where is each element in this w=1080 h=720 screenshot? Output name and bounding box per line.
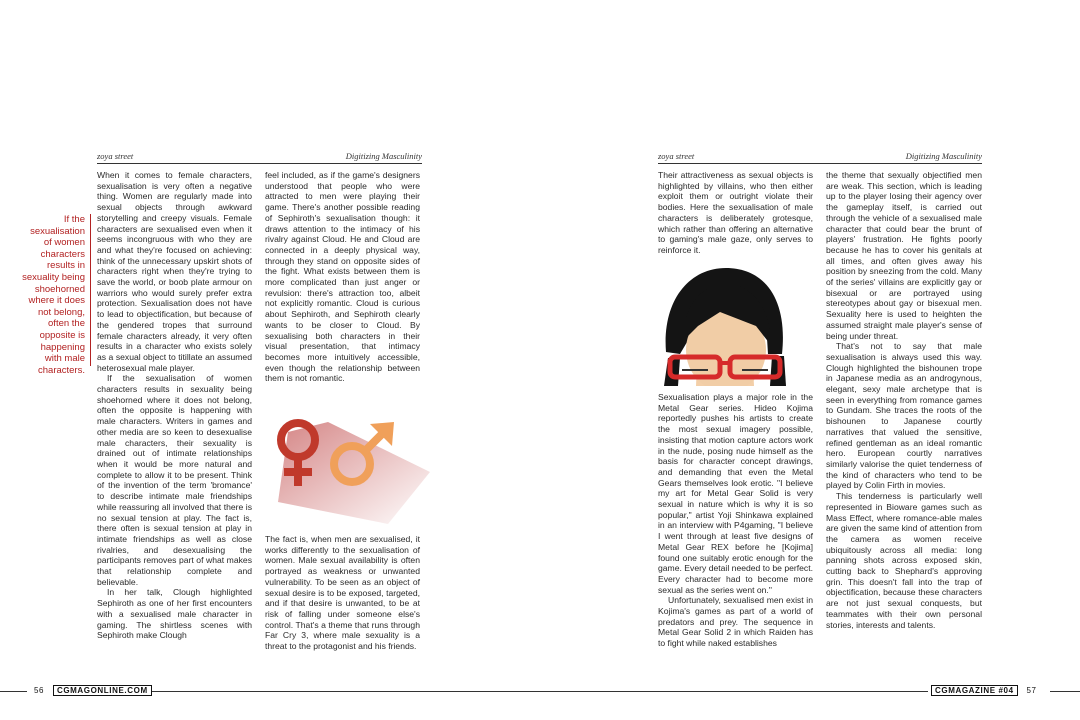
left-footer — [34, 686, 152, 695]
paragraph: the theme that sexually objectified men are weak. This section, which is leading up to the player losing their agency over the gameplay itself, is carried out through the vehicle of a sexualised male character that could bear the brunt of players' frustration. He fights poorly because he has to cover his genitals at all times, and often gives away his position by sneezing from the cold. Many of the series' villains are explicitly gay or bisexual or are portrayed using stereotypes about gay or bisexual men. Sexuality here is used to heighten the assumed straight male player's sense of being under threat. — [826, 170, 982, 341]
gender-symbols-icon — [268, 412, 430, 524]
left-column-2-top — [265, 170, 420, 384]
pull-quote: If the sexualisation of women characters results in sexuality being shoehorned where it does not belong, often the opposite is happening with male characters. — [22, 214, 85, 376]
left-header-title: Digitizing Masculinity — [345, 151, 422, 161]
paragraph: The fact is, when men are sexualised, it works differently to the sexualisation of women. Male sexual availability is often portrayed as weakness or unwanted vulnerability. To be seen as an object of sexual desire is to be exposed, targeted, and if that desire is unwanted, to be at risk of falling under someone else's control. That's a theme that runs through Far Cry 3, where male sexuality is a threat to the protagonist and his friends. — [265, 534, 420, 652]
paragraph: That's not to say that male sexualisation is always used this way. Clough highlighted the bishounen trope in Japanese media as an androgynous, elegant, sexy male archetype that is seen in everything from romance games to Gundam. She traces the roots of the bishounen to Japanese courtly narratives that valued the sensitive, refined gentleman as an ideal romantic hero. European courtly narratives similarly valorise the quiet tenderness of the kind of characters who tend to be played by Colin Firth in movies. — [826, 341, 982, 491]
pull-quote-bar — [90, 214, 91, 366]
paragraph: Their attractiveness as sexual objects is highlighted by villains, who then either exploit them or outright violate their bodies. Here the sexualisation of male characters is deliberately grotesque, which rather than offering an alternative to gaming's male gaze, only serves to reinforce it. — [658, 170, 813, 255]
right-column-1-top — [658, 170, 813, 256]
paragraph: Unfortunately, sexualised men exist in Kojima's games as part of a world of predators and prey. The sequence in Metal Gear Solid 2 in which Raiden has to fight while naked establishes — [658, 595, 813, 649]
right-header-author: zoya street — [658, 151, 695, 161]
right-header-title: Digitizing Masculinity — [905, 151, 982, 161]
right-footer — [931, 686, 1037, 695]
left-header-rule — [97, 163, 422, 164]
paragraph: Sexualisation plays a major role in the Metal Gear series. Hideo Kojima reportedly pushes his artists to create the most sexual imagery possible, insisting that motion capture actors work in the nude, posing nude himself as the basis for character concept drawings, and demanding that even the Metal Gears themselves look erotic. "I believe my art for Metal Gear Solid is very sexual in nature which is why it is so popular," artist Yoji Shinkawa explained in an interview with P4gaming, "I believe I went through at least five designs of Metal Gear REX before he [Kojima] found one suitably erotic enough for the game. Every detail needed to be perfect. Every character had to become more sexual as the series went on." — [658, 392, 813, 595]
left-column-1 — [97, 170, 252, 641]
paragraph: In her talk, Clough highlighted Sephiroth as one of her first encounters with a sexualised male character in gaming. The shirtless scenes with Sephiroth make Clough — [97, 587, 252, 641]
paragraph: When it comes to female characters, sexualisation is very often a negative thing. Women are regularly made into sexual objects through awkward storytelling and creepy visuals. Female characters are sexualised even when it seems incongruous with who they are and what they're focused on achieving: think of the unnecessary upskirt shots of characters right when they're trying to save the world, or boob plate armour on warriors who would surely prefer extra protection. Sexualisation does not have to lead to objectification, but because of the gendered tropes that surround female characters already, it very often results in a character who exists solely as a sexual object to titillate an assumed heterosexual male player. — [97, 170, 252, 373]
right-footer-rule-left — [540, 691, 928, 692]
left-footer-rule-left — [0, 691, 27, 692]
page-number: 56 — [34, 686, 45, 695]
right-footer-rule-right — [1050, 691, 1080, 692]
left-footer-rule-right — [152, 691, 540, 692]
left-header-author: zoya street — [97, 151, 134, 161]
site-name: CGMAGONLINE.COM — [53, 685, 152, 696]
paragraph: feel included, as if the game's designers understood that people who were attracted to men were playing their game. There's another possible reading of Sephiroth's sexualisation though: it draws attention to the intimacy of his rivalry against Cloud. He and Cloud are connected in a deeply physical way, through they stand on opposite sides of the fight. What exists between them is more complicated than just anger or revulsion: there's attraction too, albeit not explicitly romantic. Cloud is curious about Sephiroth, and Sephiroth clearly wants to be closer to Cloud. By sexualising both characters in their visual presentation, that intimacy becomes more intuitively accessible, even though the relationship between them is not romantic. — [265, 170, 420, 384]
page-number: 57 — [1026, 686, 1037, 695]
left-column-2-bottom — [265, 534, 420, 652]
right-column-1-bottom — [658, 392, 813, 649]
magazine-issue: CGMAGAZINE #04 — [931, 685, 1018, 696]
paragraph: If the sexualisation of women characters results in sexuality being shoehorned where it does not belong, often the opposite is happening with male characters. Writers in games and other media are so keen to desexualise male characters, their sexuality is drained out of intimate relationships when it would be more natural and complete to allow it to be present. Think of the invention of the term 'bromance' to describe intimate male friendships while reassuring all involved that there is no sexual tension at play. The fact is, there often is sexual tension at play in intimate friendships as well as close rivalries, and desexualising the participants removes part of what makes that relationship complete and believable. — [97, 373, 252, 587]
portrait-illustration — [660, 262, 790, 386]
right-header-rule — [658, 163, 982, 164]
right-column-2 — [826, 170, 982, 630]
paragraph: This tenderness is particularly well represented in Bioware games such as Mass Effect, where romance-able males are given the same kind of attention from the camera as women receive ubiquitously across all media: long panning shots across exposed skin, cutting back to Shephard's approving grin. This doesn't fall into the trap of objectification, because these characters are not just sexual conquests, but teammates with their own personal stories, interests and talents. — [826, 491, 982, 630]
